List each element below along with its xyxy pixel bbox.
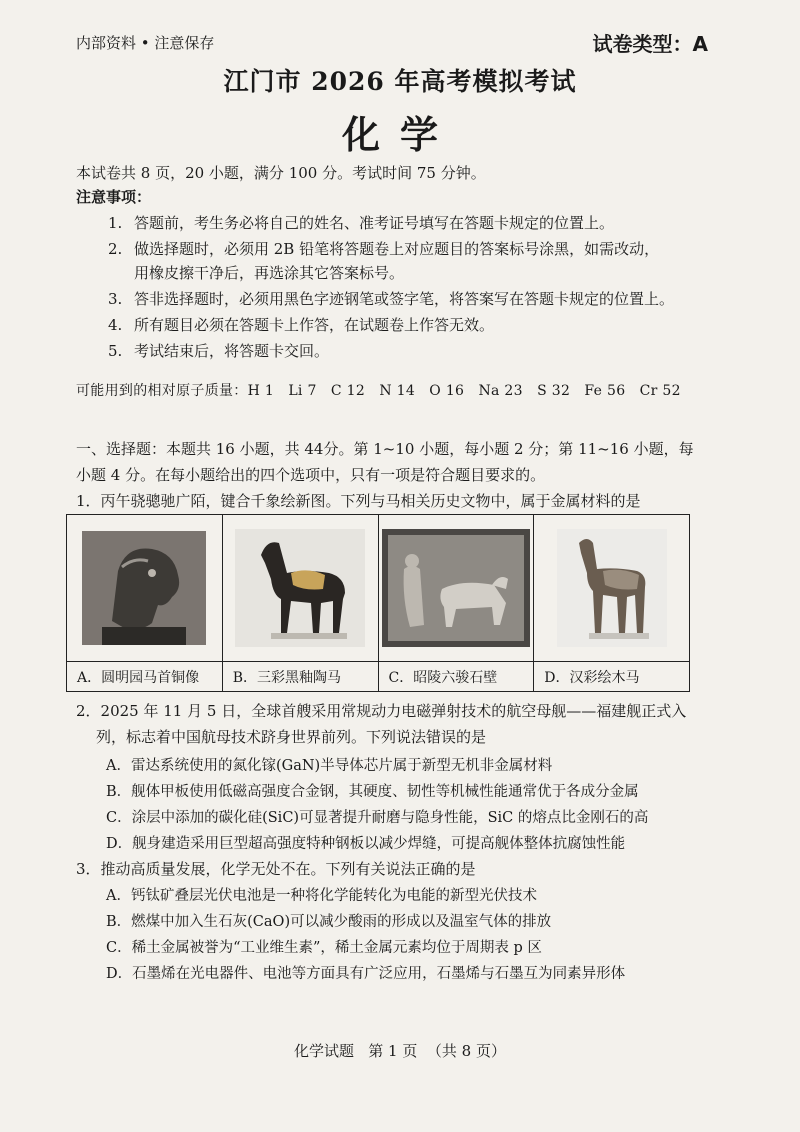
bronze-horse-head-image [67,515,222,662]
notice-text: 做选择题时，必须用 2B 铅笔将答题卷上对应题目的答案标号涂黑，如需改动， [134,240,660,258]
question-3-option-c: C．稀土金属被誉为“工业维生素”，稀土金属元素均位于周期表 p 区 [106,940,542,956]
notice-number: 5. [108,342,123,360]
notice-number: 4. [108,316,123,334]
notice-text: 答非选择题时，必须用黑色字迹钢笔或签字笔，将答案写在答题卡规定的位置上。 [134,290,675,308]
question-2-option-d: D．舰身建造采用巨型超高强度特种钢板以减少焊缝，可提高舰体整体抗腐蚀性能 [106,836,626,852]
artifact-cell [379,515,535,691]
artifact-cell [534,515,689,691]
subject-title: 化学 [341,112,458,157]
page-footer: 化学试题 第 1 页 （共 8 页） [293,1042,506,1060]
notice-number: 1. [108,214,123,232]
stone-relief-horses-image [379,515,534,662]
artifact-cell [223,515,379,691]
atomic-masses: 可能用到的相对原子质量：H 1 Li 7 C 12 N 14 O 16 Na 23 S 32 Fe 56 Cr 52 [76,383,681,399]
notice-number: 2. [108,240,123,258]
exam-title: 江门市 2026 年高考模拟考试 [223,67,577,96]
notice-item [108,288,674,309]
question-3-option-b: B．燃煤中加入生石灰(CaO)可以减少酸雨的形成以及温室气体的排放 [106,914,552,930]
artifact-image-table [66,514,690,692]
notice-text: 答题前，考生务必将自己的姓名、准考证号填写在答题卡规定的位置上。 [134,214,615,232]
option-caption: C．昭陵六骏石壁 [388,669,498,686]
artifact-cell [67,515,223,691]
notice-heading: 注意事项： [76,188,152,206]
notice-item [108,238,659,259]
tricolor-pottery-horse-image [223,515,378,662]
question-2-option-c: C．涂层中添加的碳化硅(SiC)可显著提升耐磨与隐身性能，SiC 的熔点比金刚石的高 [106,810,649,826]
question-2-option-b: B．舰体甲板使用低磁高强度合金钢，其硬度、韧性等机械性能通常优于各成分金属 [106,784,639,800]
question-3-option-d: D．石墨烯在光电器件、电池等方面具有广泛应用，石墨烯与石墨互为同素异形体 [106,966,626,982]
notice-text: 所有题目必须在答题卡上作答，在试题卷上作答无效。 [134,316,495,334]
section-instructions-continued: 小题 4 分。在每小题给出的四个选项中，只有一项是符合题目要求的。 [76,466,546,484]
question-2-option-a: A．雷达系统使用的氮化镓(GaN)半导体芯片属于新型无机非金属材料 [106,758,553,774]
notice-item [108,314,494,335]
notice-number: 3. [108,290,123,308]
notice-item [108,340,329,361]
notice-text: 考试结束后，将答题卡交回。 [134,342,330,360]
option-caption: D．汉彩绘木马 [544,669,640,686]
header-confidential: 内部资料 • 注意保存 [76,34,215,52]
question-3-stem: 3．推动高质量发展，化学无处不在。下列有关说法正确的是 [76,860,476,878]
exam-intro: 本试卷共 8 页，20 小题，满分 100 分。考试时间 75 分钟。 [76,164,486,182]
notice-text-continued: 用橡皮擦干净后，再选涂其它答案标号。 [134,264,405,282]
question-2-stem-continued: 列，标志着中国航母技术跻身世界前列。下列说法错误的是 [96,728,487,746]
exam-type-label: 试卷类型：A [592,32,708,56]
section-instructions: 一、选择题：本题共 16 小题，共 44分。第 1~10 小题，每小题 2 分；第 11~16 小题，每 [76,440,694,458]
question-1-stem: 1．丙午骁骢驰广陌，键合千象绘新图。下列与马相关历史文物中，属于金属材料的是 [76,492,641,510]
painted-wooden-horse-image [534,515,689,662]
option-caption: A．圆明园马首铜像 [77,669,200,686]
question-2-stem: 2．2025 年 11 月 5 日，全球首艘采用常规动力电磁弹射技术的航空母舰——福建舰正式入 [76,702,687,720]
option-caption: B．三彩黑釉陶马 [232,669,342,686]
notice-item [108,212,614,233]
question-3-option-a: A．钙钛矿叠层光伏电池是一种将化学能转化为电能的新型光伏技术 [106,888,537,904]
